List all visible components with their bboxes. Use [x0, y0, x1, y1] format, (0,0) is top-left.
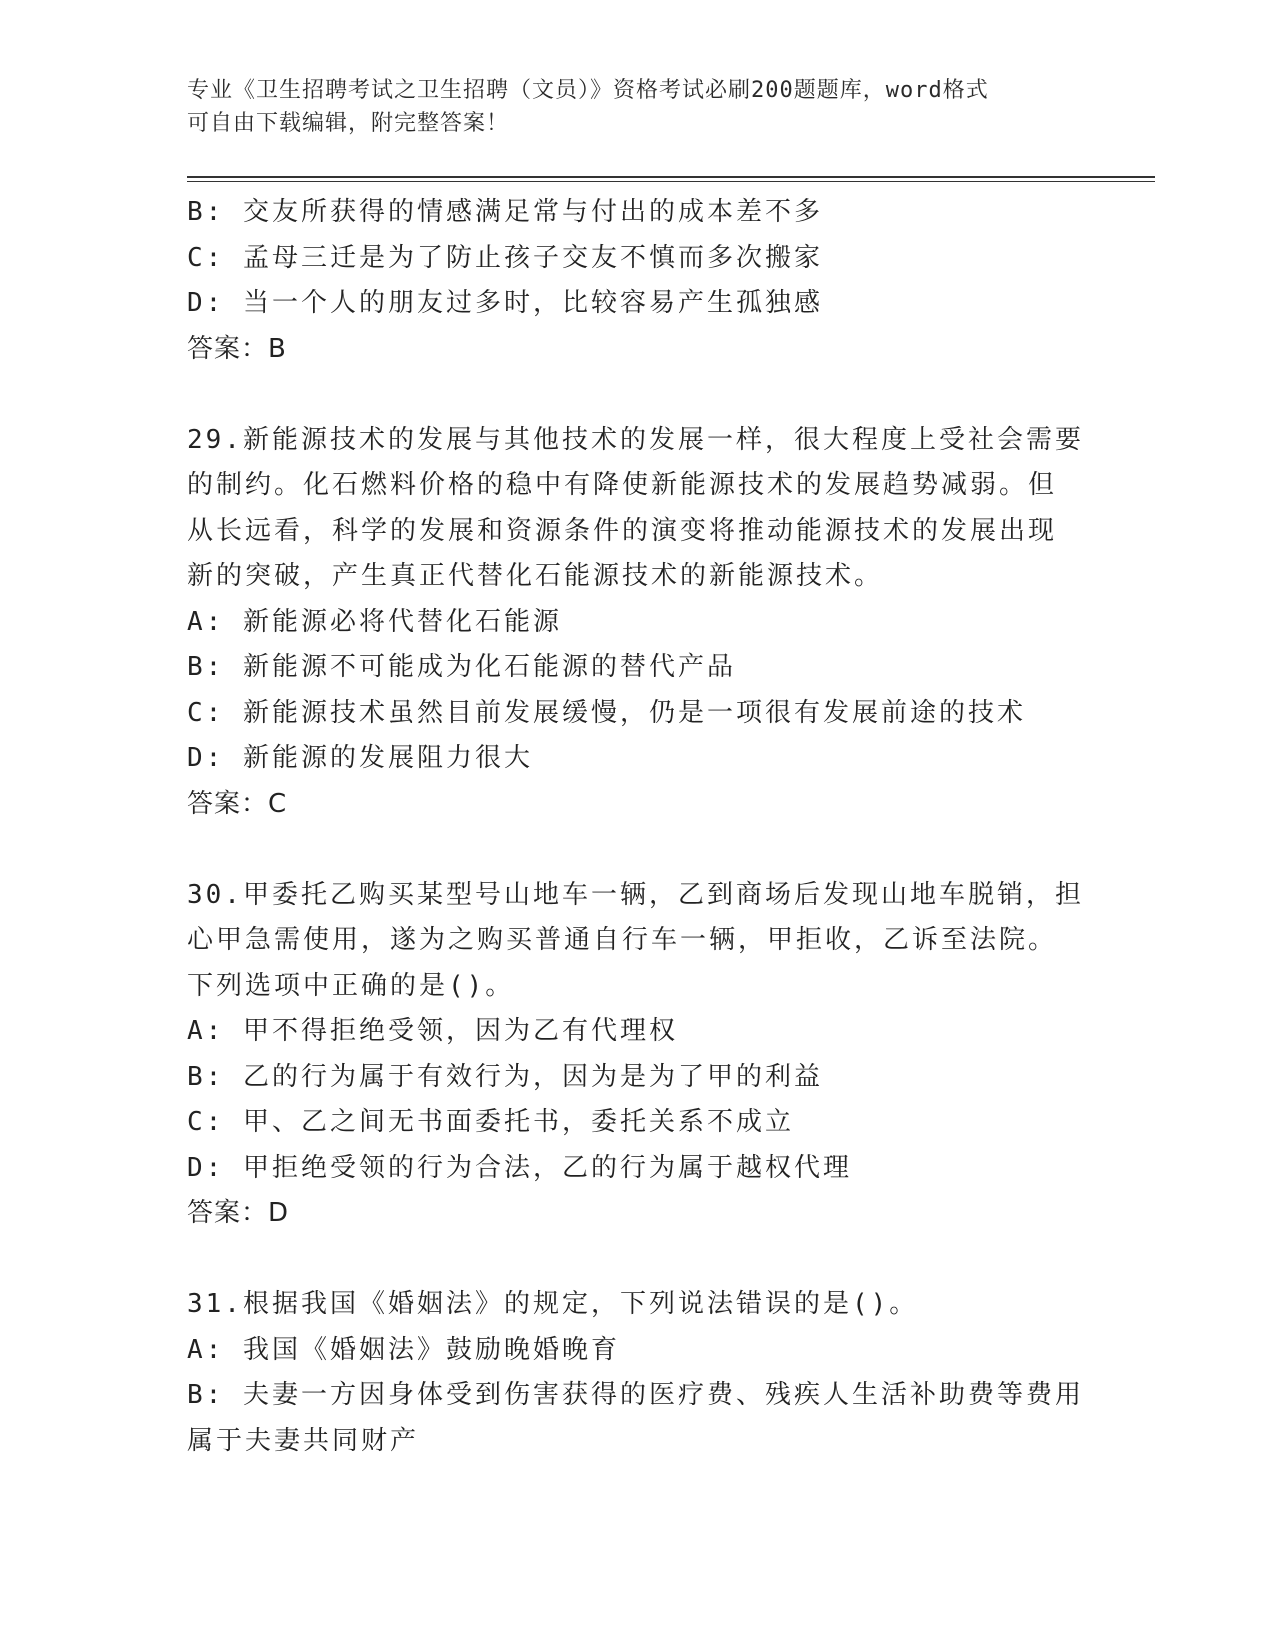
q28-option-d: D: 当一个人的朋友过多时，比较容易产生孤独感	[187, 288, 823, 318]
spacer	[187, 372, 1087, 418]
q29-stem-line: 29.新能源技术的发展与其他技术的发展一样，很大程度上受社会需要	[187, 424, 1084, 455]
spacer	[187, 827, 1087, 873]
header-line-2: 可自由下载编辑，附完整答案！	[187, 111, 510, 136]
q29-option-a: A: 新能源必将代替化石能源	[187, 606, 562, 637]
spacer	[187, 1237, 1087, 1283]
q30-stem-line: 30.甲委托乙购买某型号山地车一辆，乙到商场后发现山地车脱销，担	[187, 879, 1084, 910]
header-line-1: 专业《卫生招聘考试之卫生招聘（文员）》资格考试必刷200题题库，word格式	[187, 78, 989, 103]
question-31	[187, 1282, 1087, 1464]
q30-option-c: C: 甲、乙之间无书面委托书，委托关系不成立	[187, 1107, 794, 1137]
q30-option-a: A: 甲不得拒绝受领，因为乙有代理权	[187, 1016, 678, 1046]
q31-stem-line: 31.根据我国《婚姻法》的规定，下列说法错误的是()。	[187, 1289, 919, 1319]
q30-option-d: D: 甲拒绝受领的行为合法，乙的行为属于越权代理	[187, 1152, 852, 1183]
q28-option-c: C: 孟母三迁是为了防止孩子交友不慎而多次搬家	[187, 242, 823, 273]
q30-stem-line: 下列选项中正确的是()。	[187, 970, 515, 1001]
q31-option-a: A: 我国《婚姻法》鼓励晚婚晚育	[187, 1334, 620, 1365]
q30-stem-line: 心甲急需使用，遂为之购买普通自行车一辆，甲拒收，乙诉至法院。	[187, 925, 1058, 955]
q28-option-b: B: 交友所获得的情感满足常与付出的成本差不多	[187, 197, 823, 227]
q30-option-b: B: 乙的行为属于有效行为，因为是为了甲的利益	[187, 1061, 823, 1092]
header-rule-thin	[187, 181, 1155, 182]
q29-stem-line: 新的突破，产生真正代替化石能源技术的新能源技术。	[187, 561, 884, 591]
q28-answer: 答案：B	[187, 333, 287, 364]
header-rule-thick	[187, 176, 1155, 178]
q29-answer: 答案：C	[187, 788, 288, 819]
question-28-tail	[187, 190, 1087, 372]
question-29	[187, 418, 1087, 828]
q29-option-c: C: 新能源技术虽然目前发展缓慢，仍是一项很有发展前途的技术	[187, 697, 1026, 728]
q31-option-b-line: 属于夫妻共同财产	[187, 1425, 420, 1456]
q29-option-d: D: 新能源的发展阻力很大	[187, 743, 533, 773]
q29-option-b: B: 新能源不可能成为化石能源的替代产品	[187, 652, 736, 682]
document-header	[187, 74, 1067, 140]
q29-stem-line: 的制约。化石燃料价格的稳中有降使新能源技术的发展趋势减弱。但	[187, 470, 1058, 500]
question-30	[187, 873, 1087, 1237]
document-body	[187, 190, 1087, 1464]
q30-answer: 答案：D	[187, 1198, 290, 1228]
q29-stem-line: 从长远看，科学的发展和资源条件的演变将推动能源技术的发展出现	[187, 515, 1058, 546]
q31-option-b-line: B: 夫妻一方因身体受到伤害获得的医疗费、残疾人生活补助费等费用	[187, 1380, 1084, 1410]
